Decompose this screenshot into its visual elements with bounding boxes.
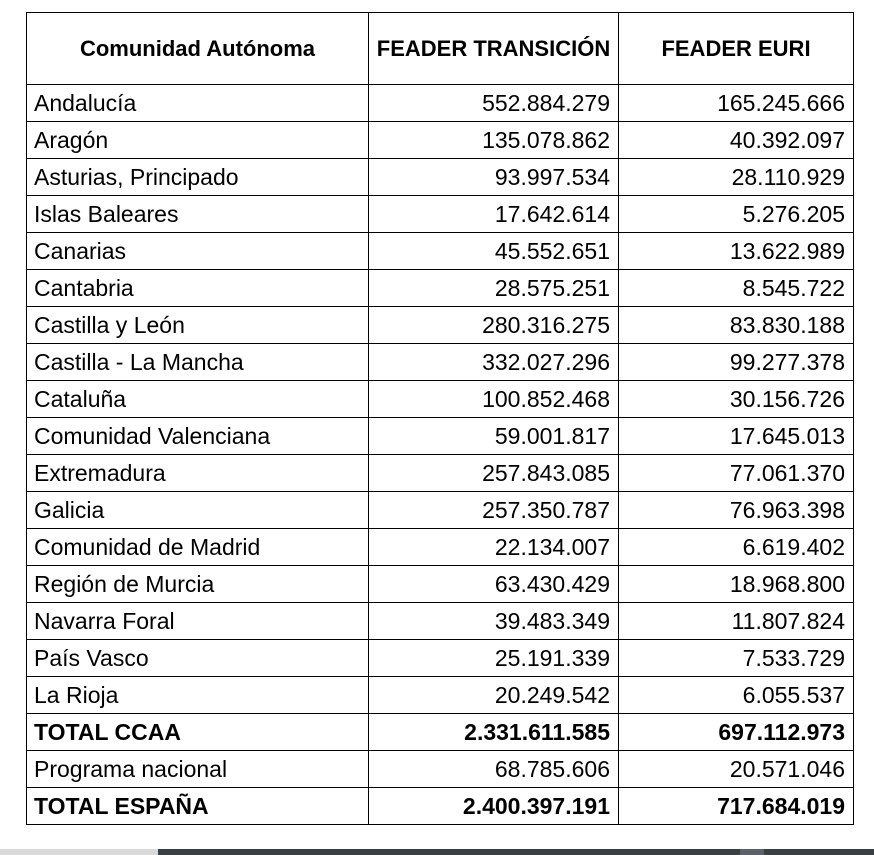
- cell-comunidad: Extremadura: [27, 455, 369, 492]
- cell-comunidad: Cataluña: [27, 381, 369, 418]
- cell-feader-euri: 5.276.205: [619, 196, 854, 233]
- scrollbar-track-left: [0, 849, 158, 855]
- cell-feader-euri: 28.110.929: [619, 159, 854, 196]
- cell-comunidad: Galicia: [27, 492, 369, 529]
- table-row: [27, 307, 854, 344]
- cell-feader-transicion: 100.852.468: [369, 381, 619, 418]
- scrollbar-segment: [740, 849, 764, 855]
- table-row: [27, 677, 854, 714]
- cell-feader-transicion: 39.483.349: [369, 603, 619, 640]
- cell-feader-transicion: 2.331.611.585: [369, 714, 619, 751]
- cell-feader-euri: 83.830.188: [619, 307, 854, 344]
- cell-feader-transicion: 45.552.651: [369, 233, 619, 270]
- cell-feader-transicion: 68.785.606: [369, 751, 619, 788]
- cell-feader-transicion: 28.575.251: [369, 270, 619, 307]
- cell-feader-euri: 40.392.097: [619, 122, 854, 159]
- cell-feader-transicion: 280.316.275: [369, 307, 619, 344]
- table-row: [27, 418, 854, 455]
- cell-feader-transicion: 257.843.085: [369, 455, 619, 492]
- cell-feader-transicion: 135.078.862: [369, 122, 619, 159]
- cell-comunidad: Programa nacional: [27, 751, 369, 788]
- table-row: [27, 344, 854, 381]
- cell-comunidad: Navarra Foral: [27, 603, 369, 640]
- total-row: [27, 714, 854, 751]
- cell-feader-euri: 18.968.800: [619, 566, 854, 603]
- cell-feader-euri: 165.245.666: [619, 85, 854, 122]
- cell-comunidad: País Vasco: [27, 640, 369, 677]
- cell-feader-euri: 697.112.973: [619, 714, 854, 751]
- cell-comunidad: Comunidad de Madrid: [27, 529, 369, 566]
- cell-feader-euri: 13.622.989: [619, 233, 854, 270]
- cell-feader-transicion: 332.027.296: [369, 344, 619, 381]
- cell-comunidad: Islas Baleares: [27, 196, 369, 233]
- cell-comunidad: Canarias: [27, 233, 369, 270]
- header-comunidad: Comunidad Autónoma: [27, 13, 369, 85]
- table-row: [27, 640, 854, 677]
- table-row: [27, 270, 854, 307]
- header-feader-transicion: FEADER TRANSICIÓN: [369, 13, 619, 85]
- cell-feader-transicion: 59.001.817: [369, 418, 619, 455]
- cell-feader-euri: 8.545.722: [619, 270, 854, 307]
- cell-comunidad: Región de Murcia: [27, 566, 369, 603]
- table-row: [27, 529, 854, 566]
- cell-feader-euri: 30.156.726: [619, 381, 854, 418]
- header-feader-euri: FEADER EURI: [619, 13, 854, 85]
- table-row: [27, 159, 854, 196]
- cell-feader-euri: 6.055.537: [619, 677, 854, 714]
- cell-feader-euri: 17.645.013: [619, 418, 854, 455]
- table-row: [27, 85, 854, 122]
- cell-feader-transicion: 17.642.614: [369, 196, 619, 233]
- table-body: [27, 85, 854, 825]
- cell-feader-euri: 77.061.370: [619, 455, 854, 492]
- cell-feader-transicion: 93.997.534: [369, 159, 619, 196]
- table-row: [27, 381, 854, 418]
- cell-comunidad: Cantabria: [27, 270, 369, 307]
- table-row: [27, 196, 854, 233]
- cell-feader-euri: 20.571.046: [619, 751, 854, 788]
- cell-comunidad: La Rioja: [27, 677, 369, 714]
- table-row: [27, 751, 854, 788]
- total-row: [27, 788, 854, 825]
- cell-feader-euri: 717.684.019: [619, 788, 854, 825]
- cell-comunidad: Castilla - La Mancha: [27, 344, 369, 381]
- table-row: [27, 566, 854, 603]
- header-row: [27, 13, 854, 85]
- cell-feader-transicion: 25.191.339: [369, 640, 619, 677]
- cell-feader-euri: 76.963.398: [619, 492, 854, 529]
- table-row: [27, 455, 854, 492]
- cell-comunidad: Castilla y León: [27, 307, 369, 344]
- cell-feader-euri: 99.277.378: [619, 344, 854, 381]
- cell-comunidad: TOTAL ESPAÑA: [27, 788, 369, 825]
- cell-comunidad: Andalucía: [27, 85, 369, 122]
- cell-feader-euri: 11.807.824: [619, 603, 854, 640]
- cell-feader-transicion: 22.134.007: [369, 529, 619, 566]
- cell-feader-transicion: 2.400.397.191: [369, 788, 619, 825]
- feader-allocation-table: [26, 12, 854, 825]
- cell-feader-euri: 6.619.402: [619, 529, 854, 566]
- cell-feader-transicion: 257.350.787: [369, 492, 619, 529]
- cell-comunidad: Asturias, Principado: [27, 159, 369, 196]
- cell-feader-euri: 7.533.729: [619, 640, 854, 677]
- cell-feader-transicion: 552.884.279: [369, 85, 619, 122]
- table-row: [27, 603, 854, 640]
- cell-feader-transicion: 63.430.429: [369, 566, 619, 603]
- cell-comunidad: Aragón: [27, 122, 369, 159]
- bottom-scrollbar[interactable]: [0, 849, 874, 855]
- cell-feader-transicion: 20.249.542: [369, 677, 619, 714]
- cell-comunidad: Comunidad Valenciana: [27, 418, 369, 455]
- table-row: [27, 233, 854, 270]
- table-row: [27, 492, 854, 529]
- cell-comunidad: TOTAL CCAA: [27, 714, 369, 751]
- table-row: [27, 122, 854, 159]
